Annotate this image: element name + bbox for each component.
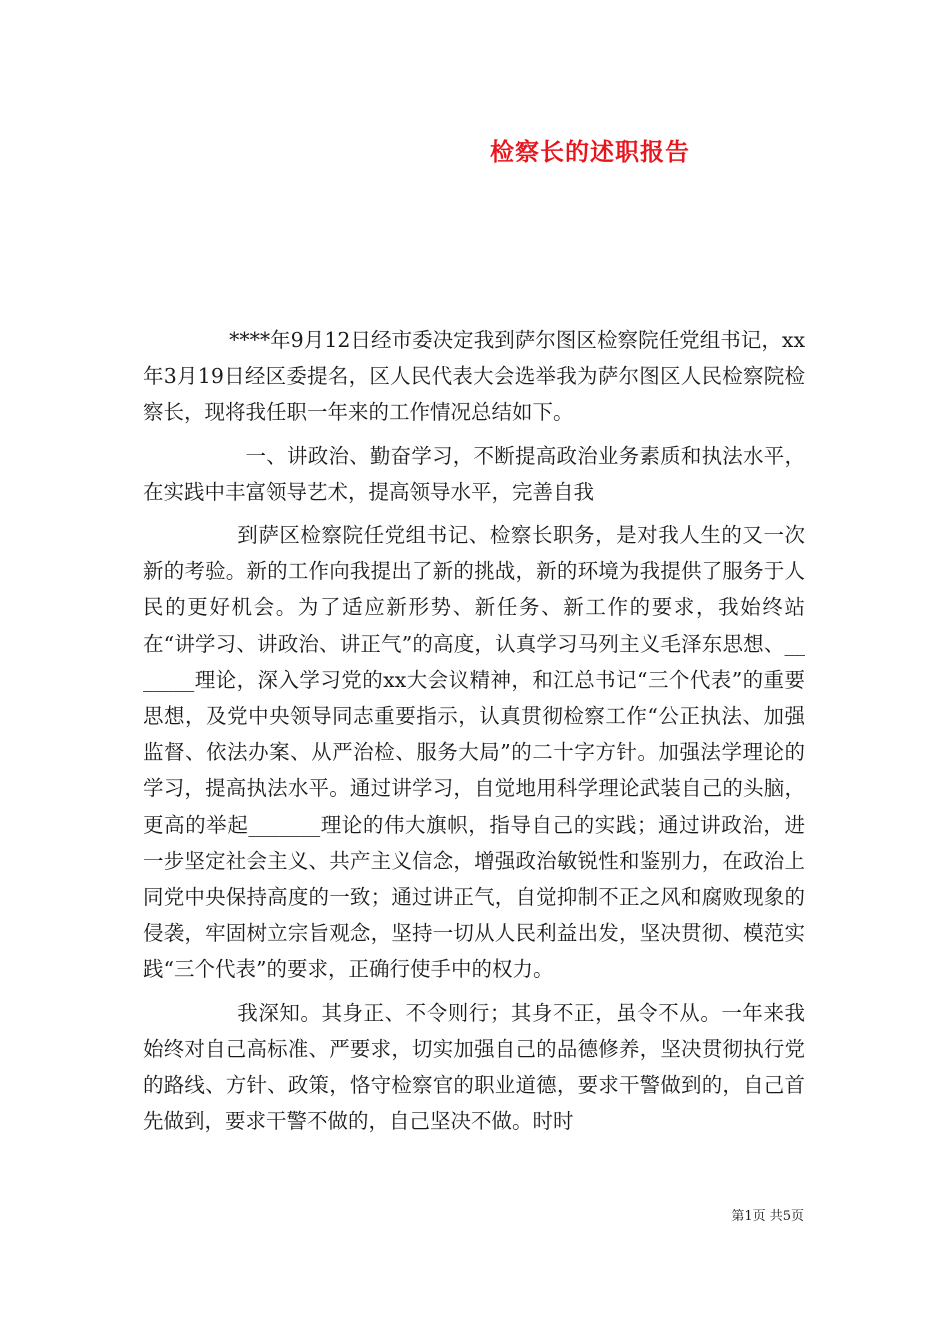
- document-body: [143, 322, 805, 1146]
- section-heading-1: 一、讲政治、勤奋学习，不断提高政治业务素质和执法水平，在实践中丰富领导艺术，提高领导水平，完善自我: [143, 443, 805, 504]
- paragraph-intro: ****年9月12日经市委决定我到萨尔图区检察院任党组书记，xx年3月19日经区委提名，区人民代表大会选举我为萨尔图区人民检察院检察长，现将我任职一年来的工作情况总结如下。: [143, 328, 805, 425]
- document-title: 检察长的述职报告: [490, 137, 690, 166]
- paragraph-study: 到萨区检察院任党组书记、检察长职务，是对我人生的又一次新的考验。新的工作向我提出了新的挑战，新的环境为我提供了服务于人民的更好机会。为了适应新形势、新任务、新工作的要求，我始终站在“讲学习、讲政治、讲正气”的高度，认真学习马列主义毛泽东思想、_______理论，深入学习党的xx大会议精神，和江总书记“三个代表”的重要思想，及党中央领导同志重要指示，认真贯彻检察工作“公正执法、加强监督、依法办案、从严治检、服务大局”的二十字方针。加强法学理论的学习，提高执法水平。通过讲学习，自觉地用科学理论武装自己的头脑，更高的举起_______理论的伟大旗帜，指导自己的实践；通过讲政治，进一步坚定社会主义、共产主义信念，增强政治敏锐性和鉴别力，在政治上同党中央保持高度的一致；通过讲正气，自觉抑制不正之风和腐败现象的侵袭，牢固树立宗旨观念，坚持一切从人民利益出发，坚决贯彻、模范实践“三个代表”的要求，正确行使手中的权力。: [143, 523, 805, 982]
- page-number-footer: 第1页 共5页: [731, 1209, 804, 1224]
- paragraph-self-discipline: 我深知。其身正、不令则行；其身不正，虽令不从。一年来我始终对自己高标准、严要求，切实加强自己的品德修养，坚决贯彻执行党的路线、方针、政策，恪守检察官的职业道德，要求干警做到的，自己首先做到，要求干警不做的，自己坚决不做。时时: [143, 1000, 805, 1134]
